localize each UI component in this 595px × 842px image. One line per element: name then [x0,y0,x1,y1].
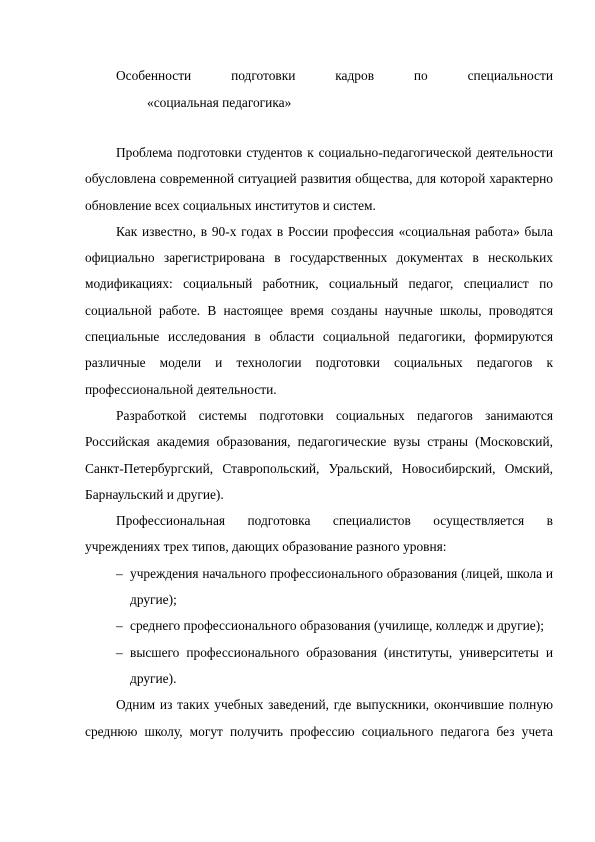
list-item [85,561,553,614]
list-dash-marker: – [116,565,123,581]
list-item [85,640,553,693]
final-paragraph: Одним из таких учебных заведений, где выпускники, окончившие полную среднюю школу, могут получить профессию социального педагога без учета [85,697,553,739]
list-item-text: среднего профессионального образования (училище, колледж и другие); [130,618,544,634]
paragraph: Как известно, в 90-х годах в России профессия «социальная работа» была официально зарегистрирована в государственных документах в нескольких модификациях: социальный работник, социальный педагог, специалист по социальной работе. В настоящее время созданы научные школы, проводятся специальные исследования в области социальной педагогики, формируются различные модели и технологии подготовки социальных педагогов к профессиональной деятельности. [85,223,553,397]
document-subtitle: «социальная педагогика» [147,95,292,110]
paragraph: Профессиональная подготовка специалистов осуществляется в учреждениях трех типов, дающих образование разного уровня: [85,513,553,555]
document-body [85,140,553,739]
list-dash-marker: – [116,618,123,634]
paragraph: Разработкой системы подготовки социальных педагогов занимаются Российская академия образования, педагогические вузы страны (Московский, Санкт-Петербургский, Ставропольский, Уральский, Новосибирский, Омский, Барнаульский и другие). [85,407,553,502]
list-dash-marker: – [116,644,123,660]
institution-type-list [85,561,553,692]
list-item-text: учреждения начального профессионального образования (лицей, школа и другие); [130,565,553,608]
list-item [85,613,553,639]
list-item-text: высшего профессионального образования (институты, университеты и другие). [130,644,553,686]
paragraph: Проблема подготовки студентов к социально-педагогической деятельности обусловлена современной ситуацией развития общества, для которой характерно обновление всех социальных институтов и систем. [85,145,553,213]
document-title: Особенности подготовки кадров по специальности [116,68,553,83]
